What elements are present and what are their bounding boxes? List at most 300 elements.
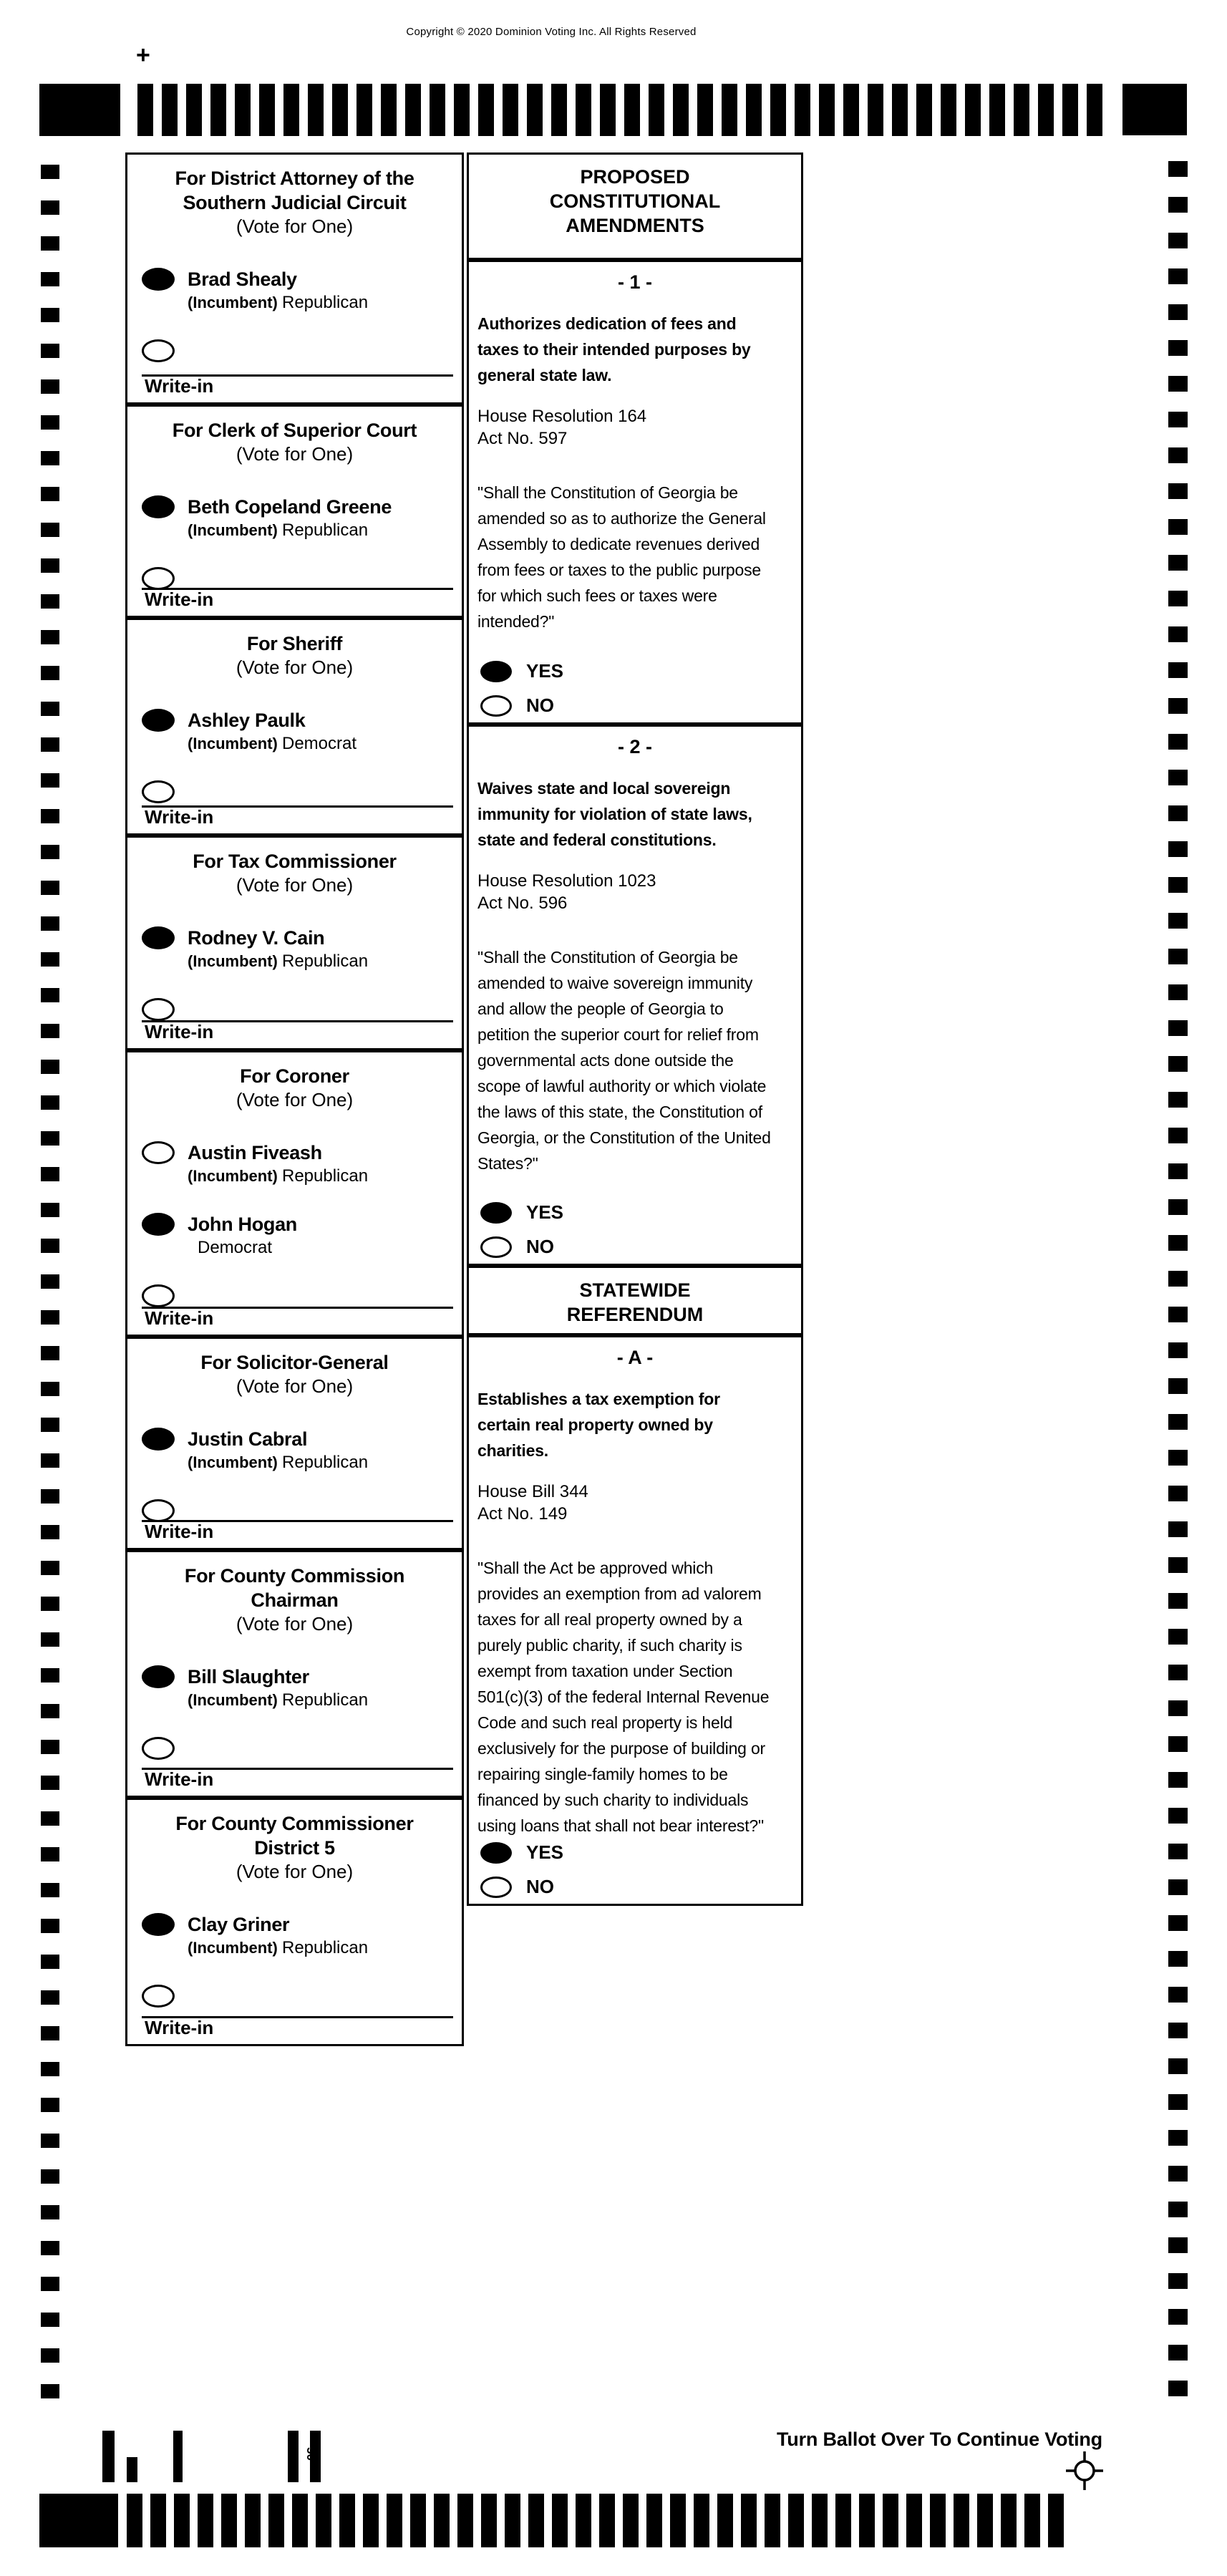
timing-mark [599, 2494, 615, 2547]
timing-mark [268, 2494, 284, 2547]
measure-summary [469, 775, 801, 853]
measure-section-title [469, 1268, 801, 1327]
vote-oval[interactable] [142, 780, 175, 803]
timing-mark [694, 2494, 709, 2547]
timing-mark [1024, 2494, 1040, 2547]
timing-mark [527, 84, 543, 136]
candidate-party [188, 520, 392, 541]
candidate-option [142, 268, 462, 339]
timing-mark [1062, 84, 1078, 136]
vote-oval[interactable] [142, 1737, 175, 1760]
measures-column [467, 152, 803, 1906]
vote-oval[interactable] [480, 661, 512, 682]
timing-mark [941, 84, 956, 136]
contest-title [127, 418, 462, 442]
timing-mark [1168, 984, 1188, 1000]
timing-mark [1048, 2494, 1064, 2547]
timing-mark [41, 1811, 59, 1826]
timing-block [39, 2494, 118, 2547]
timing-mark [965, 84, 981, 136]
timing-mark [316, 2494, 331, 2547]
timing-mark [892, 84, 908, 136]
candidate-name: Brad Shealy [188, 268, 297, 290]
timing-mark [308, 84, 324, 136]
timing-mark [410, 2494, 426, 2547]
ballot-id-bar [288, 2431, 299, 2482]
vote-oval[interactable] [142, 998, 175, 1021]
timing-mark [859, 2494, 875, 2547]
write-in-label: Write-in [145, 806, 214, 828]
party-name: Republican [282, 1453, 369, 1472]
vote-oval[interactable] [142, 1499, 175, 1522]
incumbent-label: (Incumbent) [188, 1453, 282, 1471]
yes-option [480, 660, 563, 682]
measure-section-header [467, 152, 803, 260]
timing-mark [1001, 2494, 1017, 2547]
vote-instruction: (Vote for One) [236, 216, 354, 237]
timing-mark [221, 2494, 237, 2547]
timing-mark [41, 1095, 59, 1110]
vote-oval[interactable] [142, 926, 175, 949]
timing-mark [989, 84, 1005, 136]
section-title-line: REFERENDUM [566, 1304, 704, 1325]
timing-mark [41, 308, 59, 322]
incumbent-label: (Incumbent) [188, 735, 282, 752]
measure-summary-line: general state law. [477, 366, 612, 384]
write-in-label: Write-in [145, 1307, 214, 1329]
timing-mark [1168, 1593, 1188, 1609]
measure-question-line: governmental acts done outside the [477, 1051, 734, 1070]
candidate-party [188, 1238, 297, 1258]
measure-authority-line: House Resolution 164 [477, 407, 647, 426]
candidate-text [188, 495, 392, 541]
timing-mark [1168, 1092, 1188, 1108]
party-name: Democrat [282, 734, 357, 753]
measure-authority [469, 405, 801, 450]
timing-mark [1168, 1521, 1188, 1537]
candidate-option [142, 495, 462, 567]
vote-oval[interactable] [142, 1141, 175, 1164]
measure-question-line: "Shall the Constitution of Georgia be [477, 948, 738, 967]
timing-mark [788, 2494, 804, 2547]
contest-title-line: For Clerk of Superior Court [172, 420, 417, 441]
timing-mark [41, 1668, 59, 1682]
measure-question-line: the laws of this state, the Constitution of [477, 1103, 762, 1121]
measure-authority [469, 870, 801, 914]
contest-options [127, 268, 462, 372]
candidate-party [188, 1166, 368, 1186]
timing-mark [41, 1382, 59, 1396]
timing-mark [670, 2494, 686, 2547]
timing-mark [127, 2494, 142, 2547]
timing-mark [478, 84, 494, 136]
vote-oval[interactable] [480, 1202, 512, 1224]
timing-mark [722, 84, 737, 136]
timing-mark [503, 84, 518, 136]
timing-mark [1168, 949, 1188, 964]
timing-mark [1168, 1378, 1188, 1394]
contest-options [127, 495, 462, 600]
vote-oval[interactable] [142, 709, 175, 732]
measure-number: - 1 - [617, 271, 652, 293]
candidate-name: Beth Copeland Greene [188, 496, 392, 518]
timing-mark [1168, 841, 1188, 857]
measure-question [469, 944, 801, 1176]
timing-mark [1168, 1557, 1188, 1573]
contest-box [125, 1550, 464, 1798]
timing-mark [41, 702, 59, 716]
timing-mark [41, 2348, 59, 2363]
contest-box [125, 152, 464, 405]
measure-section-header [467, 1266, 803, 1335]
timing-mark [41, 809, 59, 823]
contest-box [125, 405, 464, 618]
section-title-line: PROPOSED [580, 166, 690, 188]
timing-mark [1168, 340, 1188, 356]
timing-mark [41, 1024, 59, 1038]
candidate-name: Clay Griner [188, 1914, 290, 1935]
timing-mark [1168, 1450, 1188, 1466]
measure-box [467, 725, 803, 1266]
timing-mark [41, 1704, 59, 1718]
incumbent-label: (Incumbent) [188, 952, 282, 970]
timing-mark [457, 2494, 473, 2547]
measure-question-line: Assembly to dedicate revenues derived [477, 535, 760, 553]
timing-mark [1168, 161, 1188, 177]
timing-mark [339, 2494, 355, 2547]
timing-mark [770, 84, 786, 136]
write-in-label: Write-in [145, 1021, 214, 1042]
contest-title-line: District 5 [254, 1837, 335, 1859]
contest-title-line: For Coroner [240, 1065, 349, 1087]
timing-mark [835, 2494, 851, 2547]
timing-mark [1168, 698, 1188, 714]
vote-oval[interactable] [480, 695, 512, 717]
timing-mark [41, 773, 59, 788]
write-in-label: Write-in [145, 1521, 214, 1542]
timing-mark [292, 2494, 308, 2547]
section-title-line: AMENDMENTS [566, 215, 704, 236]
candidate-option [142, 1913, 462, 1985]
vote-oval[interactable] [142, 1428, 175, 1451]
measure-box [467, 1335, 803, 1906]
timing-mark [259, 84, 275, 136]
candidate-name: Bill Slaughter [188, 1666, 309, 1688]
timing-mark [41, 451, 59, 465]
contest-options [127, 1665, 462, 1770]
timing-mark [795, 84, 810, 136]
write-in-option [142, 339, 462, 372]
timing-mark [481, 2494, 497, 2547]
timing-mark [1168, 2094, 1188, 2110]
candidate-text [188, 1913, 368, 1958]
timing-mark [1168, 1915, 1188, 1931]
contest-title [127, 1350, 462, 1375]
vote-oval[interactable] [142, 339, 175, 362]
timing-mark [646, 2494, 662, 2547]
timing-mark [765, 2494, 780, 2547]
timing-mark [41, 2241, 59, 2255]
timing-mark [1168, 1056, 1188, 1072]
contest-title-line: For Solicitor-General [200, 1352, 389, 1373]
party-name: Republican [282, 1690, 369, 1710]
measure-question-line: "Shall the Constitution of Georgia be [477, 483, 738, 502]
section-title-line: CONSTITUTIONAL [549, 190, 721, 212]
timing-mark [41, 1310, 59, 1325]
timing-mark [1168, 2309, 1188, 2325]
timing-mark [162, 84, 178, 136]
timing-mark [41, 2062, 59, 2076]
timing-mark [41, 415, 59, 430]
timing-mark [1168, 877, 1188, 893]
measure-question [469, 480, 801, 634]
timing-mark [405, 84, 421, 136]
timing-mark [1168, 519, 1188, 535]
timing-mark [819, 84, 835, 136]
timing-mark [883, 2494, 898, 2547]
vote-oval[interactable] [142, 567, 175, 590]
candidate-party [188, 293, 368, 313]
timing-mark [1168, 1486, 1188, 1501]
measure-question-line: intended?" [477, 612, 555, 631]
measure-number: - 2 - [617, 736, 652, 757]
timing-mark [977, 2494, 993, 2547]
timing-mark [41, 1597, 59, 1611]
write-in-option [142, 1985, 462, 2018]
candidate-name: Rodney V. Cain [188, 927, 325, 949]
measure-question-line: using loans that shall not bear interest?" [477, 1816, 764, 1835]
measure-authority-line: House Bill 344 [477, 1482, 588, 1501]
timing-mark [1168, 233, 1188, 248]
candidate-name: Austin Fiveash [188, 1142, 322, 1163]
timing-mark [41, 1239, 59, 1253]
no-label: NO [526, 694, 554, 716]
timing-mark [434, 2494, 450, 2547]
measure-box [467, 260, 803, 725]
measure-question-line: from fees or taxes to the public purpose [477, 561, 761, 579]
timing-mark [1168, 734, 1188, 750]
contest-title-line: For Tax Commissioner [193, 851, 397, 872]
party-name: Democrat [198, 1238, 273, 1257]
timing-block [1122, 84, 1187, 135]
timing-mark [41, 988, 59, 1002]
timing-mark [245, 2494, 261, 2547]
timing-mark [41, 845, 59, 859]
timing-mark [41, 2134, 59, 2148]
contest-title [127, 1811, 462, 1860]
vote-oval[interactable] [142, 1913, 175, 1936]
measure-question-line: 501(c)(3) of the federal Internal Revenue [477, 1688, 770, 1706]
measure-question-line: States?" [477, 1154, 538, 1173]
measure-question-line: for which such fees or taxes were [477, 586, 717, 605]
timing-mark [576, 2494, 591, 2547]
timing-mark [1168, 1199, 1188, 1215]
ballot-id-bar [102, 2431, 115, 2482]
timing-mark [41, 379, 59, 394]
candidate-text [188, 1141, 368, 1186]
measure-section-title [469, 155, 801, 238]
timing-mark [41, 916, 59, 931]
timing-mark [186, 84, 202, 136]
timing-mark [1168, 2023, 1188, 2038]
contest-box [125, 1798, 464, 2046]
timing-mark [332, 84, 348, 136]
timing-mark [1014, 84, 1029, 136]
vote-instruction: (Vote for One) [236, 1613, 354, 1635]
timing-mark [673, 84, 689, 136]
measure-summary-line: Establishes a tax exemption for [477, 1390, 720, 1408]
timing-mark [1168, 1665, 1188, 1680]
vote-oval[interactable] [142, 1284, 175, 1307]
stub-number: 50 [304, 2447, 318, 2461]
timing-mark [41, 1847, 59, 1861]
timing-mark [41, 1203, 59, 1217]
timing-mark [1038, 84, 1054, 136]
timing-mark [41, 1919, 59, 1933]
measure-summary [469, 311, 801, 388]
contest-title-line: Southern Judicial Circuit [183, 192, 407, 213]
vote-oval[interactable] [480, 1236, 512, 1258]
contest-options [127, 1141, 462, 1317]
yes-label: YES [526, 660, 564, 682]
timing-mark [41, 1274, 59, 1289]
timing-mark [1168, 1163, 1188, 1179]
ballot-id-bar [173, 2431, 183, 2482]
timing-mark [930, 2494, 946, 2547]
measure-authority-line: Act No. 597 [477, 429, 568, 448]
contest-options [127, 1913, 462, 2018]
measure-question [469, 1555, 801, 1839]
timing-mark [916, 84, 932, 136]
no-label: NO [526, 1876, 554, 1897]
vote-oval[interactable] [142, 1665, 175, 1688]
timing-mark [41, 1776, 59, 1790]
timing-mark [381, 84, 397, 136]
timing-mark [576, 84, 591, 136]
party-name: Republican [282, 1166, 369, 1186]
vote-oval[interactable] [142, 495, 175, 518]
timing-mark [430, 84, 445, 136]
candidate-text [188, 268, 368, 313]
no-label: NO [526, 1236, 554, 1257]
vote-oval[interactable] [480, 1842, 512, 1864]
timing-mark [551, 84, 567, 136]
timing-mark [954, 2494, 969, 2547]
timing-mark [1168, 770, 1188, 785]
timing-mark [41, 881, 59, 895]
timing-mark [1168, 2058, 1188, 2074]
copyright-text: Copyright © 2020 Dominion Voting Inc. All Rights Reserved [406, 26, 697, 38]
timing-mark [1168, 1772, 1188, 1788]
write-in-label: Write-in [145, 589, 214, 610]
vote-oval[interactable] [142, 1985, 175, 2008]
measure-question-line: scope of lawful authority or which violate [477, 1077, 767, 1095]
incumbent-label: (Incumbent) [188, 1939, 282, 1957]
contest-options [127, 926, 462, 1031]
timing-mark [41, 1418, 59, 1432]
timing-mark [1168, 268, 1188, 284]
candidate-option [142, 926, 462, 998]
timing-mark [1168, 1879, 1188, 1895]
candidate-text [188, 1428, 368, 1473]
candidate-name: Ashley Paulk [188, 710, 306, 731]
contest-title [127, 1564, 462, 1612]
timing-mark [41, 272, 59, 286]
contest-box [125, 618, 464, 836]
measure-summary-line: Waives state and local sovereign [477, 779, 731, 798]
vote-oval[interactable] [480, 1877, 512, 1898]
candidate-party [188, 952, 368, 972]
contest-title [127, 1064, 462, 1088]
timing-mark [41, 558, 59, 573]
measure-authority [469, 1481, 801, 1525]
timing-mark [1168, 591, 1188, 606]
measure-summary-line: certain real property owned by [477, 1415, 713, 1434]
yes-label: YES [526, 1841, 564, 1863]
timing-mark [41, 236, 59, 251]
timing-mark [1168, 1844, 1188, 1859]
candidate-name: John Hogan [188, 1214, 297, 1235]
vote-instruction: (Vote for One) [236, 874, 354, 896]
contest-box [125, 1337, 464, 1550]
timing-mark [717, 2494, 733, 2547]
timing-mark [1168, 913, 1188, 929]
timing-mark [1168, 197, 1188, 213]
no-option [480, 1236, 554, 1258]
timing-mark [741, 2494, 757, 2547]
measure-question-line: Georgia, or the Constitution of the United [477, 1128, 771, 1147]
timing-mark [41, 1883, 59, 1897]
vote-oval[interactable] [142, 268, 175, 291]
measure-question-line: and allow the people of Georgia to [477, 999, 724, 1018]
measure-summary-line: charities. [477, 1441, 548, 1460]
vote-oval[interactable] [142, 1213, 175, 1236]
timing-mark [1168, 1128, 1188, 1143]
vote-instruction: (Vote for One) [236, 1375, 354, 1397]
contests-column [125, 152, 464, 2046]
timing-mark [1168, 1700, 1188, 1716]
candidate-option [142, 1213, 462, 1284]
timing-mark [1168, 1987, 1188, 2003]
measure-question-line: amended so as to authorize the General [477, 509, 766, 528]
timing-mark [387, 2494, 402, 2547]
timing-mark [624, 84, 640, 136]
timing-mark [41, 344, 59, 358]
measure-summary-line: state and federal constitutions. [477, 831, 717, 849]
measure-question-line: exclusively for the purpose of building or [477, 1739, 765, 1758]
candidate-text [188, 709, 357, 754]
candidate-option [142, 1428, 462, 1499]
candidate-party [188, 1453, 368, 1473]
measure-question-line: Code and such real property is held [477, 1713, 733, 1732]
measure-summary-line: taxes to their intended purposes by [477, 340, 751, 359]
timing-mark [41, 1740, 59, 1754]
timing-mark [41, 1167, 59, 1181]
timing-mark [1168, 555, 1188, 571]
timing-mark [1168, 662, 1188, 678]
measure-question-line: provides an exemption from ad valorem [477, 1584, 762, 1603]
measure-summary-line: immunity for violation of state laws, [477, 805, 752, 823]
measure-summary [469, 1386, 801, 1463]
timing-mark [1168, 483, 1188, 499]
timing-mark [1168, 2202, 1188, 2217]
timing-mark [198, 2494, 213, 2547]
candidate-text [188, 1213, 297, 1258]
measure-question-line: exempt from taxation under Section [477, 1662, 733, 1680]
vote-instruction: (Vote for One) [236, 1861, 354, 1882]
no-option [480, 694, 554, 717]
contest-title-line: For Sheriff [246, 633, 343, 654]
